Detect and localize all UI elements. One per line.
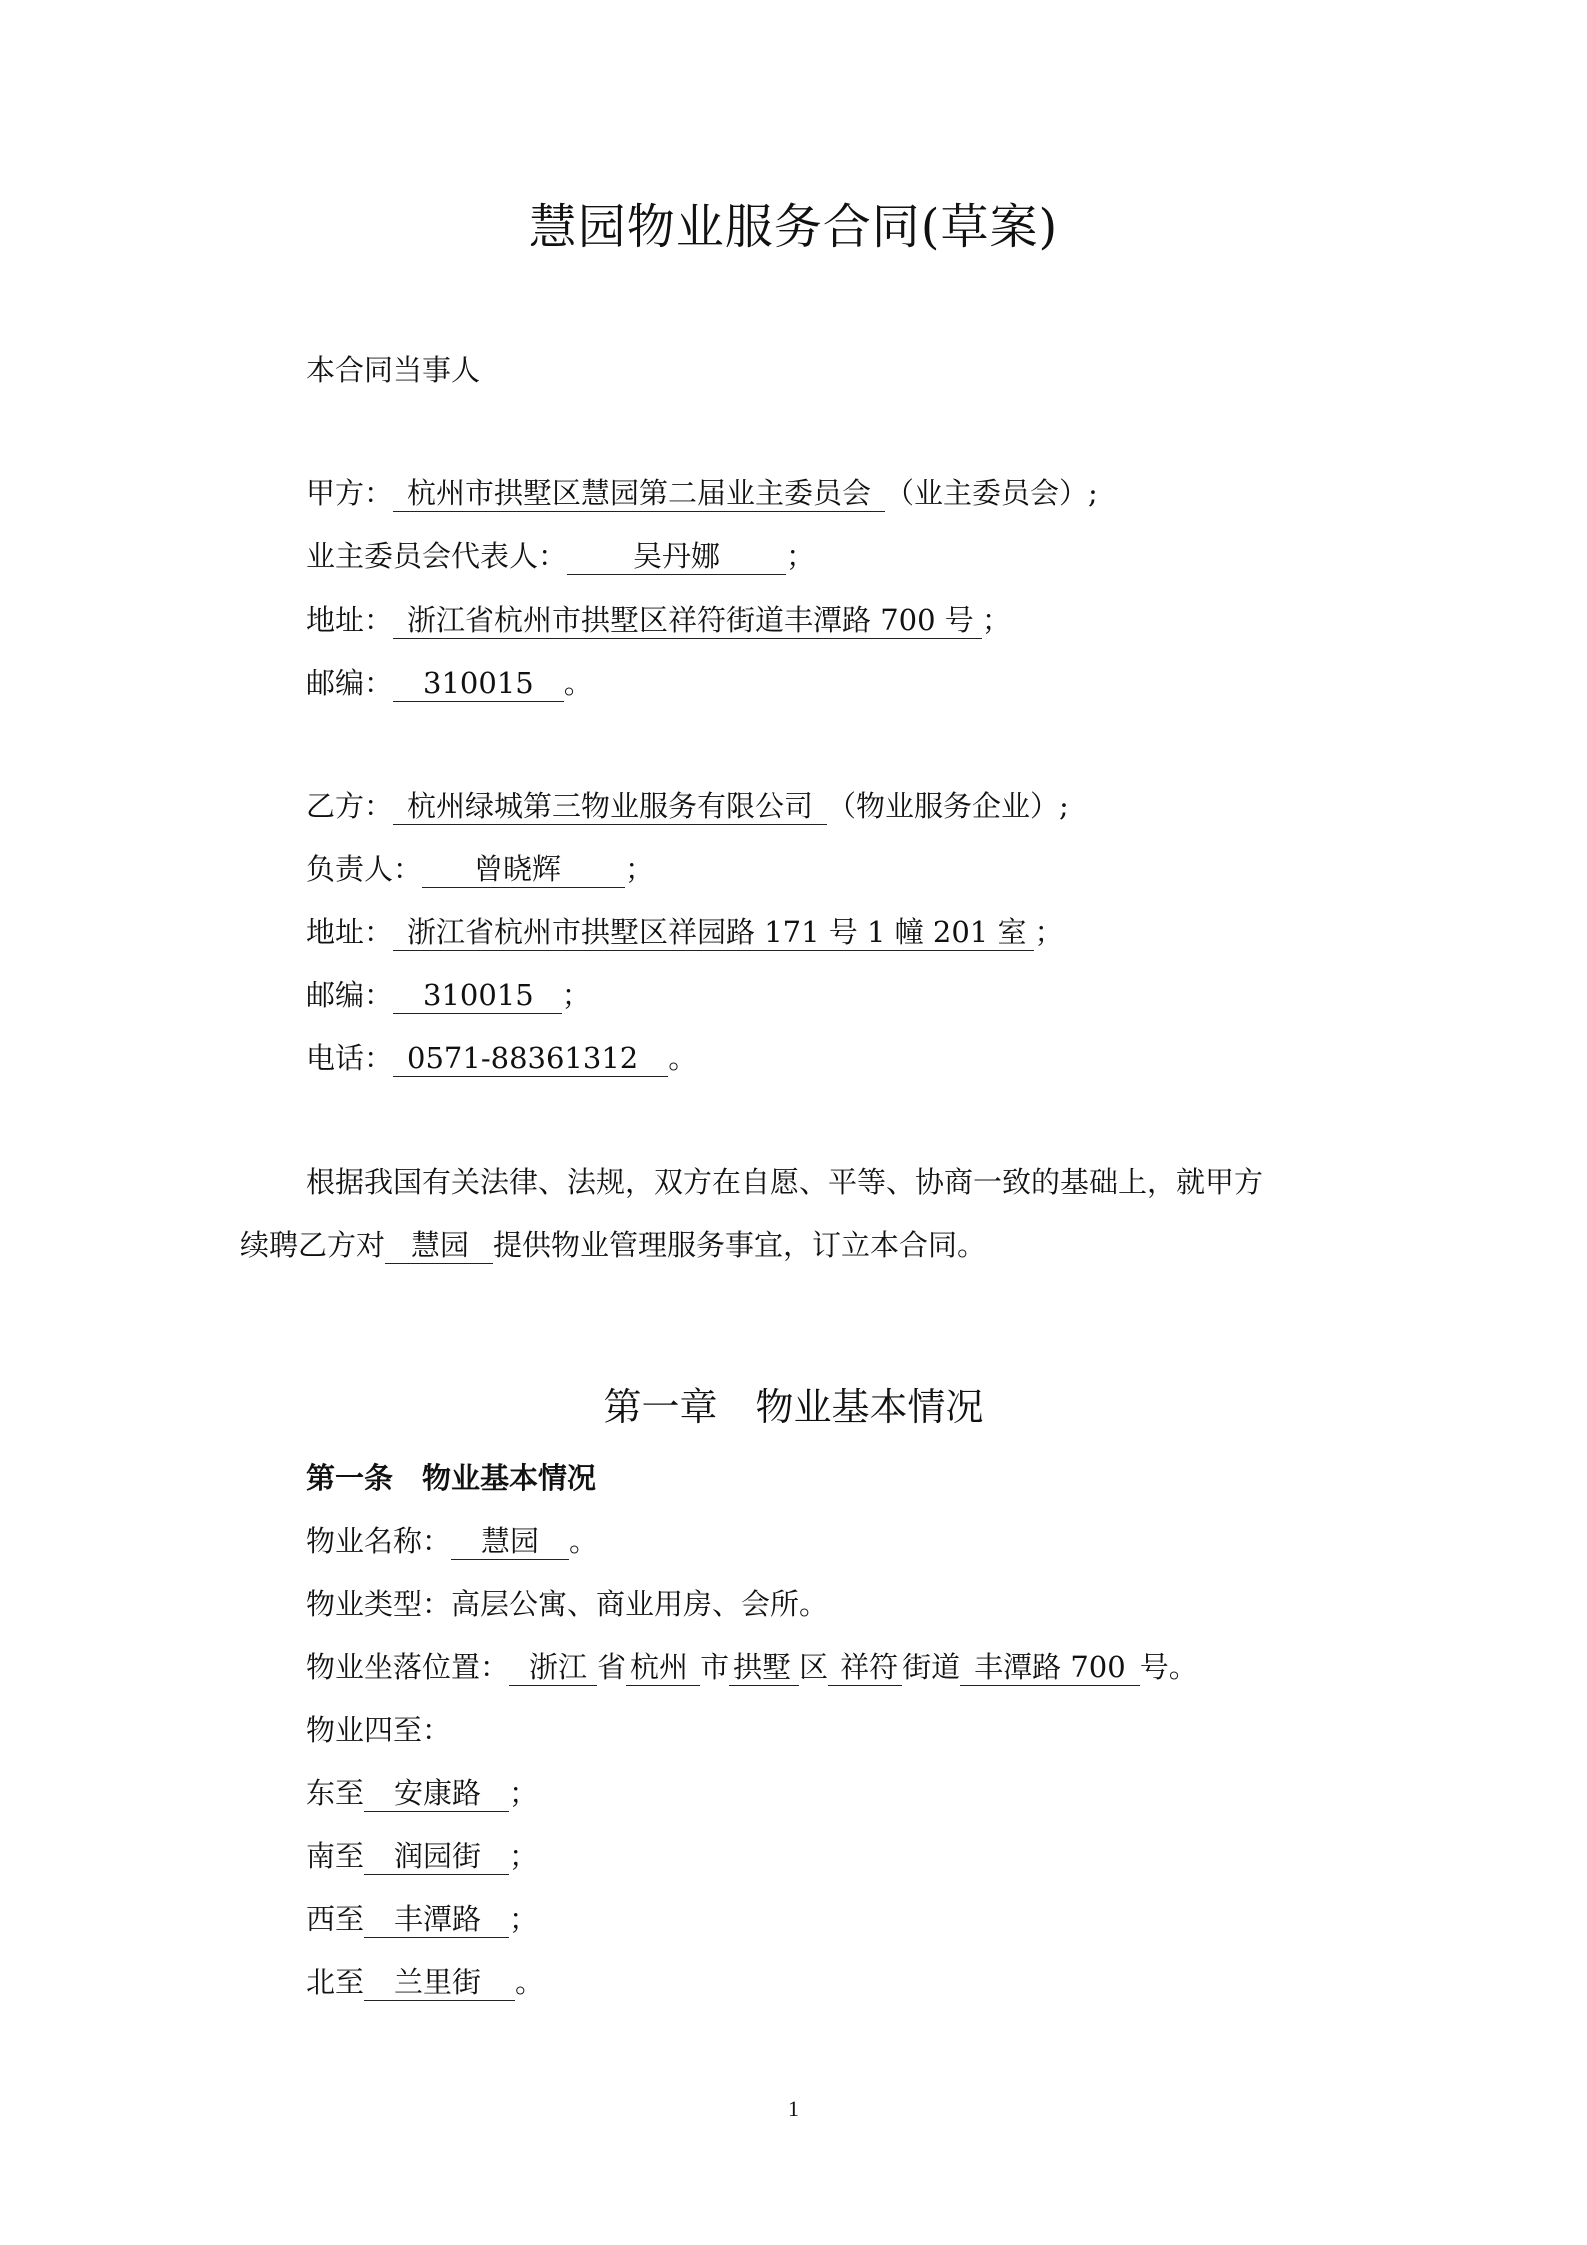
property-type-line: 物业类型：高层公寓、商业用房、会所。 [306, 1587, 829, 1621]
property-name: 慧园 [451, 1523, 569, 1560]
location-city: 杭州 [626, 1649, 700, 1686]
party-a-postcode: 310015 [393, 665, 564, 702]
party-a-addr-prefix: 地址： [306, 603, 394, 637]
location-hao: 号。 [1139, 1650, 1198, 1684]
party-b-address: 浙江省杭州市拱墅区祥园路 171 号 1 幢 201 室 [393, 914, 1034, 951]
party-b-postcode-line [306, 975, 591, 1015]
north-prefix: 北至 [306, 1965, 365, 1999]
party-b-prefix: 乙方： [306, 789, 394, 823]
basis-line-2 [240, 1225, 986, 1265]
chapter-heading: 第一章 物业基本情况 [603, 1385, 984, 1429]
party-b-rep-line [306, 849, 654, 889]
party-b-rep-suffix: ； [625, 852, 655, 886]
party-a-rep: 吴丹娜 [567, 538, 786, 575]
property-name-prefix: 物业名称： [306, 1524, 452, 1558]
east-suffix: ； [509, 1776, 539, 1810]
party-a-rep-prefix: 业主委员会代表人： [306, 539, 568, 573]
basis-line-1: 根据我国有关法律、法规，双方在自愿、平等、协商一致的基础上，就甲方 [306, 1165, 1264, 1199]
party-a-addr-suffix: ； [981, 603, 1011, 637]
party-b-rep-prefix: 负责人： [306, 852, 423, 886]
bound-west-line [306, 1899, 538, 1939]
party-b-line [306, 786, 1069, 826]
location-prefix: 物业坐落位置： [306, 1650, 510, 1684]
property-bounds-label: 物业四至： [306, 1713, 452, 1747]
property-location-line [306, 1647, 1198, 1687]
party-a-address-line [306, 600, 1011, 640]
party-b-phone: 0571-88361312 [393, 1040, 668, 1077]
location-province: 浙江 [509, 1649, 597, 1686]
west-prefix: 西至 [306, 1902, 365, 1936]
party-b-address-line [306, 912, 1064, 952]
location-jiedao: 街道 [902, 1650, 961, 1684]
basis-property-name: 慧园 [385, 1227, 493, 1264]
party-a-suffix: （业主委员会）; [885, 476, 1098, 510]
party-b-addr-prefix: 地址： [306, 915, 394, 949]
party-a-name: 杭州市拱墅区慧园第二届业主委员会 [393, 475, 885, 512]
party-b-post-suffix: ； [561, 978, 591, 1012]
north-suffix: 。 [515, 1965, 545, 1999]
basis-line-2-end: 提供物业管理服务事宜，订立本合同。 [493, 1228, 987, 1262]
bound-south: 润园街 [364, 1838, 509, 1875]
location-sheng: 省 [597, 1650, 627, 1684]
bound-east: 安康路 [364, 1775, 509, 1812]
west-suffix: ； [509, 1902, 539, 1936]
party-a-postcode-line [306, 663, 593, 703]
contract-title: 慧园物业服务合同(草案) [528, 199, 1059, 255]
party-a-address: 浙江省杭州市拱墅区祥符街道丰潭路 700 号 [393, 602, 982, 639]
party-b-tel-suffix: 。 [668, 1041, 698, 1075]
party-a-prefix: 甲方： [306, 476, 394, 510]
party-a-post-suffix: 。 [563, 666, 593, 700]
party-b-phone-line [306, 1038, 697, 1078]
basis-line-2-start: 续聘乙方对 [240, 1228, 386, 1262]
party-a-line [306, 473, 1098, 513]
south-suffix: ； [509, 1839, 539, 1873]
party-b-rep: 曾晓辉 [422, 851, 625, 888]
south-prefix: 南至 [306, 1839, 365, 1873]
bound-west: 丰潭路 [364, 1901, 509, 1938]
article-heading: 第一条 物业基本情况 [306, 1461, 597, 1495]
party-b-post-prefix: 邮编： [306, 978, 394, 1012]
location-qu: 区 [799, 1650, 829, 1684]
bound-south-line [306, 1836, 538, 1876]
page-number: 1 [788, 2096, 799, 2121]
bound-east-line [306, 1773, 538, 1813]
location-district: 拱墅 [729, 1649, 799, 1686]
bound-north: 兰里街 [364, 1964, 515, 2001]
property-name-suffix: 。 [569, 1524, 599, 1558]
location-road: 丰潭路 700 [960, 1649, 1140, 1686]
party-b-name: 杭州绿城第三物业服务有限公司 [393, 788, 827, 825]
property-name-line [306, 1521, 598, 1561]
intro-line: 本合同当事人 [306, 353, 481, 387]
location-shi: 市 [700, 1650, 730, 1684]
party-a-rep-line [306, 536, 815, 576]
party-b-tel-prefix: 电话： [306, 1041, 394, 1075]
location-street: 祥符 [828, 1649, 902, 1686]
party-b-suffix: （物业服务企业）; [827, 789, 1069, 823]
bound-north-line [306, 1962, 544, 2002]
party-b-postcode: 310015 [393, 977, 562, 1014]
party-b-addr-suffix: ； [1034, 915, 1064, 949]
party-a-post-prefix: 邮编： [306, 666, 394, 700]
party-a-rep-suffix: ； [786, 539, 816, 573]
east-prefix: 东至 [306, 1776, 365, 1810]
